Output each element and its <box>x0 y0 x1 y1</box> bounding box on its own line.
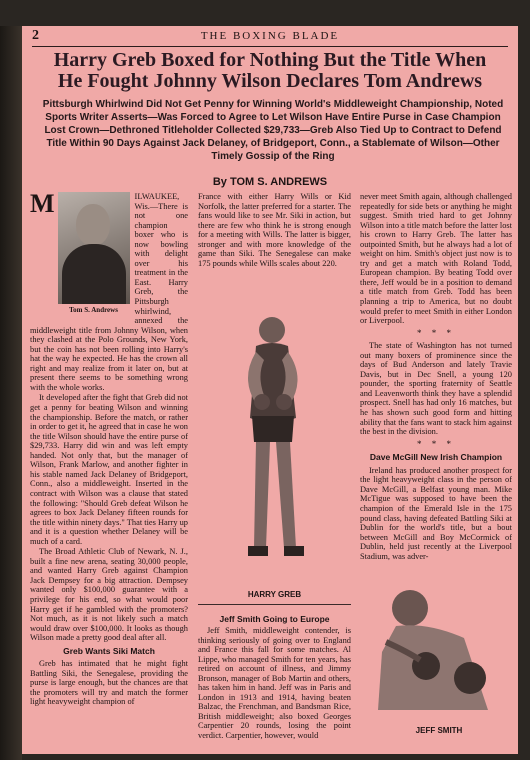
magazine-page <box>22 26 518 754</box>
drop-cap: M <box>30 192 55 218</box>
andrews-caption: Tom S. Andrews <box>69 306 118 314</box>
col1-lead-text: ILWAUKEE, Wis.—There is not one champion boxer who is now bowling with delight over his treatment in the East. Harry Greb, the Pittsburgh whirlwind, annexed the middleweight title from Johnny Wilson, when they clashed at the Polo Grounds, New York, but the coin has not been rolling into Harry's hat the way he expected. He has the crown all right and may realize from it later on, but at present there seems to be something wrong with the whole works. <box>30 192 188 392</box>
col1-subhead: Greb Wants Siki Match <box>63 645 155 656</box>
col1-paragraph-2: It developed after the fight that Greb did not get a penny for beating Wilson and winning the championship. Before the match, or rather in order to get it, he agreed that in case he won the title Wilson should have the entire purse of $29,733. Harry did win and was left empty handed. Not only that, but the manager of Wilson, Frank Marlow, and another fighter in his stable named Jack Delaney of Bridgeport, Conn., also a middleweight. Inserted in the contract with Wilson was a clause that stated the following: "Should Greb defeat Wilson he agrees to box Jack Delaney fifteen rounds for the title within ninety days." That ties Harry up and it is a question whether Delaney will be much of a card. <box>30 393 188 546</box>
col2-paragraph-1: France with either Harry Wills or Kid Norfolk, the latter preferred for a starter. The fans would like to see Mr. Siki in action, but there are few who think he is strong enough for a meeting with Wills. The latter is bigger, stronger and with more knowledge of the game than Siki. The Senegalese can make 175 pounds while Wills scales about 220. <box>198 192 351 268</box>
col1-paragraph-3: The Broad Athletic Club of Newark, N. J., built a fine new arena, seating 30,000 people, and wanted Harry Greb against Champion Jack Dempsey for a big attraction. Dempsey wanted only $100,000 guarantee with a privilege for his end, so what would poor Harry get if he gambled with the promoters? Not much, as it is not likely such a match would draw over $100,000. It looks as though Wilson made a pretty good deal after all. <box>30 547 188 643</box>
col1-paragraph-1 <box>30 192 188 392</box>
smith-caption: JEFF SMITH <box>415 726 463 735</box>
running-header <box>32 30 508 47</box>
headline-line-2: He Fought Johnny Wilson Declares Tom Andrews <box>57 70 483 92</box>
headline <box>28 50 512 92</box>
column-2-top <box>198 192 351 302</box>
greb-caption: HARRY GREB <box>247 590 302 599</box>
greb-photo <box>226 308 320 578</box>
col3-paragraph-2: The state of Washington has not turned out many boxers of prominence since the days of Bud Anderson and lately Travie Davis, but in Dec Snell, a young 120 pounder, the sporting fraternity of Seattle and Leavenworth think they have a splendid prospect. Snell has had only 16 matches, but he has shown such good form and hitting ability that the fans want to stack him against the best in the division. <box>360 341 512 437</box>
col3-subhead: Dave McGill New Irish Champion <box>369 452 503 463</box>
section-stars-2: * * * <box>417 438 455 449</box>
divider-rule <box>198 604 351 605</box>
book-spine <box>0 0 22 760</box>
column-3 <box>360 192 512 572</box>
andrews-photo <box>58 192 130 304</box>
page-number: 2 <box>32 28 39 43</box>
section-stars-1: * * * <box>417 327 455 338</box>
col3-paragraph-3: Ireland has produced another prospect for the light heavyweight class in the person of Dave McGill, a Belfast young man. Mike McTigue was supposed to have been the champion of the Emerald Isle in the 175 pound class, having defeated Battling Siki at Dublin for the world's title, but a bout between McGill and Boy McCormick of Dublin, held just recently at the Liverpool Stadium, was adver- <box>360 465 512 561</box>
col1-paragraph-4: Greb has intimated that he might fight Battling Siki, the Senegalese, providing the purse is large enough, but the chances are that the promoters will try and match the former light heavyweight champion of <box>30 659 188 707</box>
andrews-photo-box <box>58 192 130 316</box>
column-1 <box>30 192 188 752</box>
column-2-bottom <box>198 626 351 750</box>
col2-paragraph-2: Jeff Smith, middleweight contender, is thinking seriously of going over to England and France this fall for some matches. Al Lippe, who managed Smith for ten years, has retired on account of illness, and Jimmy Bronson, manager of Bob Martin and others, has taken him in hand. Jeff was in Paris and London in 1913 and 1914, having beaten Balzac, the Frenchman, and Bandsman Rice, British middleweight; also boxed Georges Carpentier 20 rounds, losing the point verdict. Carpentier, however, would <box>198 626 351 741</box>
smith-photo <box>368 582 508 710</box>
deck-subheadline: Pittsburgh Whirlwind Did Not Get Penny for Winning World's Middleweight Championship, Noted Sports Writer Asserts—Was Forced to Agree to Let Wilson Have Entire Purse in Case Champion Lost Crown—Dethroned Titleholder Collected $29,733—Greb Also Tied Up to Contract to Defend Title Within 90 Days Against Jack Delaney, of Bridgeport, Conn., a Stablemate of Wilson—Other Timely Gossip of the Ring <box>42 99 504 162</box>
col2-subhead: Jeff Smith Going to Europe <box>219 614 330 624</box>
headline-line-1: Harry Greb Boxed for Nothing But the Title When <box>53 49 487 71</box>
masthead: THE BOXING BLADE <box>200 30 340 42</box>
col3-paragraph-1: never meet Smith again, although challenged repeatedly for side bets or anything he might suggest. Smith tried hard to get Johnny Wilson into a title match before the latter lost his crown to Harry Greb. The latter has outpointed Smith, but he always had a lot of weight on him. Smith's object just now is to try and get a match with Roland Todd, European champion. By beating Todd over there, Jeff would be in a position to demand a title match from Greb. Todd has been planning a trip to America, but no doubt would prefer to meet Smith in either London or Liverpool. <box>360 192 512 326</box>
byline: By TOM S. ANDREWS <box>212 176 328 188</box>
top-margin <box>0 0 530 26</box>
